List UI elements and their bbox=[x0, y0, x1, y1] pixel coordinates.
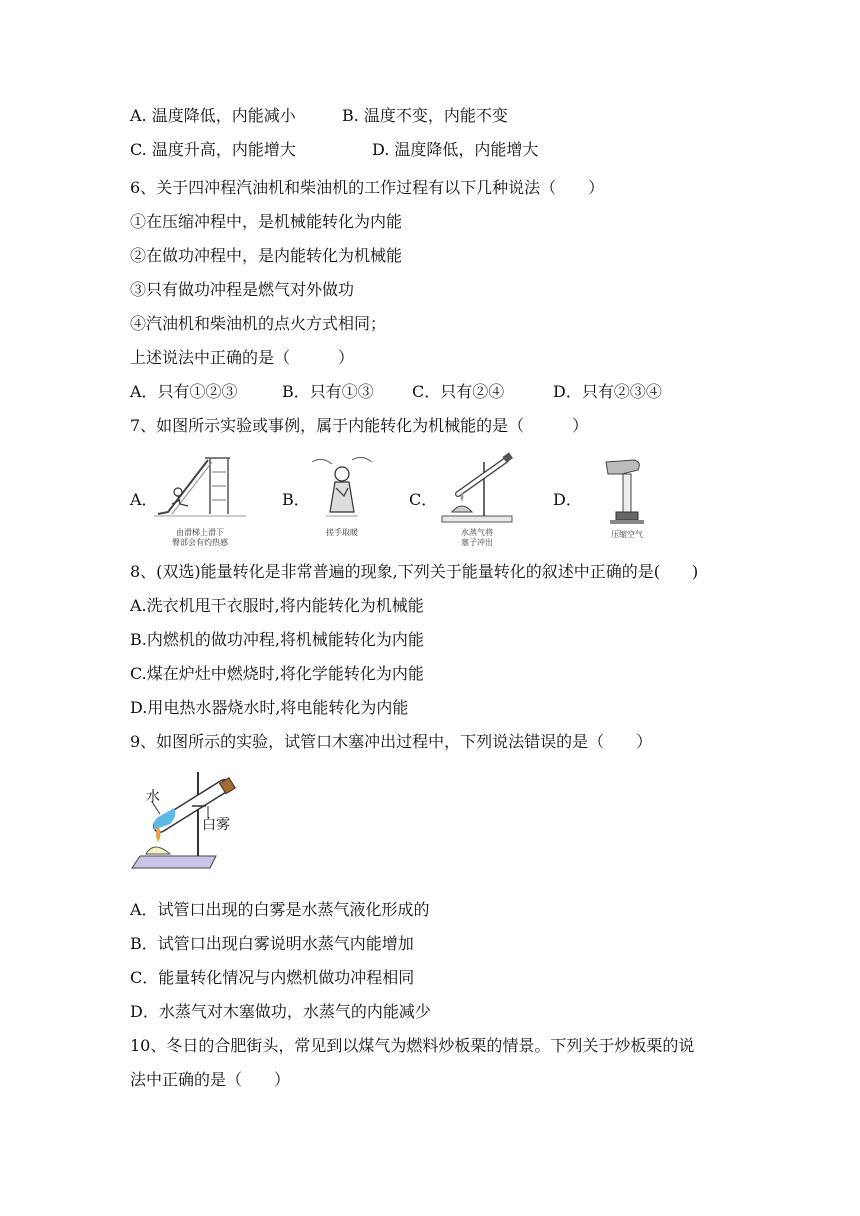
q9-option-c: C．能量转化情况与内燃机做功冲程相同 bbox=[130, 968, 415, 987]
compress-air-icon bbox=[592, 458, 662, 526]
q10-stem-line-1: 10、冬日的合肥街头，常见到以煤气为燃料炒板栗的情景。下列关于炒板栗的说 bbox=[130, 1036, 695, 1055]
q6-statement-4: ④汽油机和柴油机的点火方式相同； bbox=[130, 314, 387, 333]
compress-air-caption: 压缩空气 bbox=[611, 530, 643, 539]
slide-figure bbox=[150, 452, 250, 550]
q10-stem-line-2: 法中正确的是（ ） bbox=[130, 1070, 291, 1089]
q6-statement-2: ②在做功冲程中，是内能转化为机械能 bbox=[130, 246, 403, 265]
q8-option-d: D.用电热水器烧水时,将电能转化为内能 bbox=[130, 698, 409, 717]
q7-label-b: B． bbox=[282, 490, 310, 509]
q9-option-a: A．试管口出现的白雾是水蒸气液化形成的 bbox=[130, 900, 430, 919]
rub-hands-icon bbox=[302, 452, 382, 524]
rub-hands-figure bbox=[302, 452, 382, 550]
q6-option-d: D．只有②③④ bbox=[553, 382, 662, 401]
q8-option-c: C.煤在炉灶中燃烧时,将化学能转化为内能 bbox=[130, 664, 424, 683]
q8-stem: 8、(双选)能量转化是非常普遍的现象,下列关于能量转化的叙述中正确的是( ) bbox=[130, 562, 699, 581]
fig-label-white-mist: 白雾 bbox=[202, 817, 230, 833]
q7-label-c: C． bbox=[409, 490, 438, 509]
rub-hands-caption: 搓手取暖 bbox=[326, 528, 358, 537]
q6-stem: 6、关于四冲程汽油机和柴油机的工作过程有以下几种说法（ ） bbox=[130, 178, 605, 197]
steam-cork-figure bbox=[432, 450, 522, 550]
q9-option-b: B．试管口出现白雾说明水蒸气内能增加 bbox=[130, 934, 414, 953]
slide-caption-1: 由滑梯上滑下 bbox=[176, 528, 224, 537]
q5-option-a: A. 温度降低，内能减小 bbox=[130, 106, 296, 125]
q7-stem: 7、如图所示实验或事例，属于内能转化为机械能的是（ ） bbox=[130, 416, 589, 435]
q5-option-c: C. 温度升高，内能增大 bbox=[130, 140, 296, 159]
q6-ask: 上述说法中正确的是（ ） bbox=[130, 348, 355, 367]
q5-option-b: B. 温度不变，内能不变 bbox=[342, 106, 508, 125]
q9-stem: 9、如图所示的实验，试管口木塞冲出过程中，下列说法错误的是（ ） bbox=[130, 732, 653, 751]
q7-label-d: D． bbox=[553, 490, 582, 509]
compress-air-figure bbox=[592, 458, 662, 544]
test-tube-figure bbox=[130, 768, 250, 880]
test-tube-icon bbox=[130, 768, 250, 880]
q6-option-c: C．只有②④ bbox=[412, 382, 505, 401]
steam-cork-caption-2: 塞子冲出 bbox=[461, 538, 493, 547]
q6-statement-1: ①在压缩冲程中，是机械能转化为内能 bbox=[130, 212, 403, 231]
steam-cork-caption-1: 水蒸气将 bbox=[461, 528, 493, 537]
slide-caption-2: 臀部会有灼热感 bbox=[172, 538, 228, 547]
q9-option-d: D．水蒸气对木塞做功，水蒸气的内能减少 bbox=[130, 1002, 431, 1021]
q6-option-a: A．只有①②③ bbox=[130, 382, 238, 401]
slide-icon bbox=[150, 452, 250, 524]
q8-option-b: B.内燃机的做功冲程,将机械能转化为内能 bbox=[130, 630, 424, 649]
q8-option-a: A.洗衣机甩干衣服时,将内能转化为机械能 bbox=[130, 596, 424, 615]
fig-label-water: 水 bbox=[146, 789, 160, 805]
q7-label-a: A． bbox=[130, 490, 158, 509]
q6-option-b: B．只有①③ bbox=[282, 382, 374, 401]
steam-cork-icon bbox=[432, 450, 522, 524]
q6-statement-3: ③只有做功冲程是燃气对外做功 bbox=[130, 280, 355, 299]
q5-option-d: D. 温度降低，内能增大 bbox=[372, 140, 539, 159]
